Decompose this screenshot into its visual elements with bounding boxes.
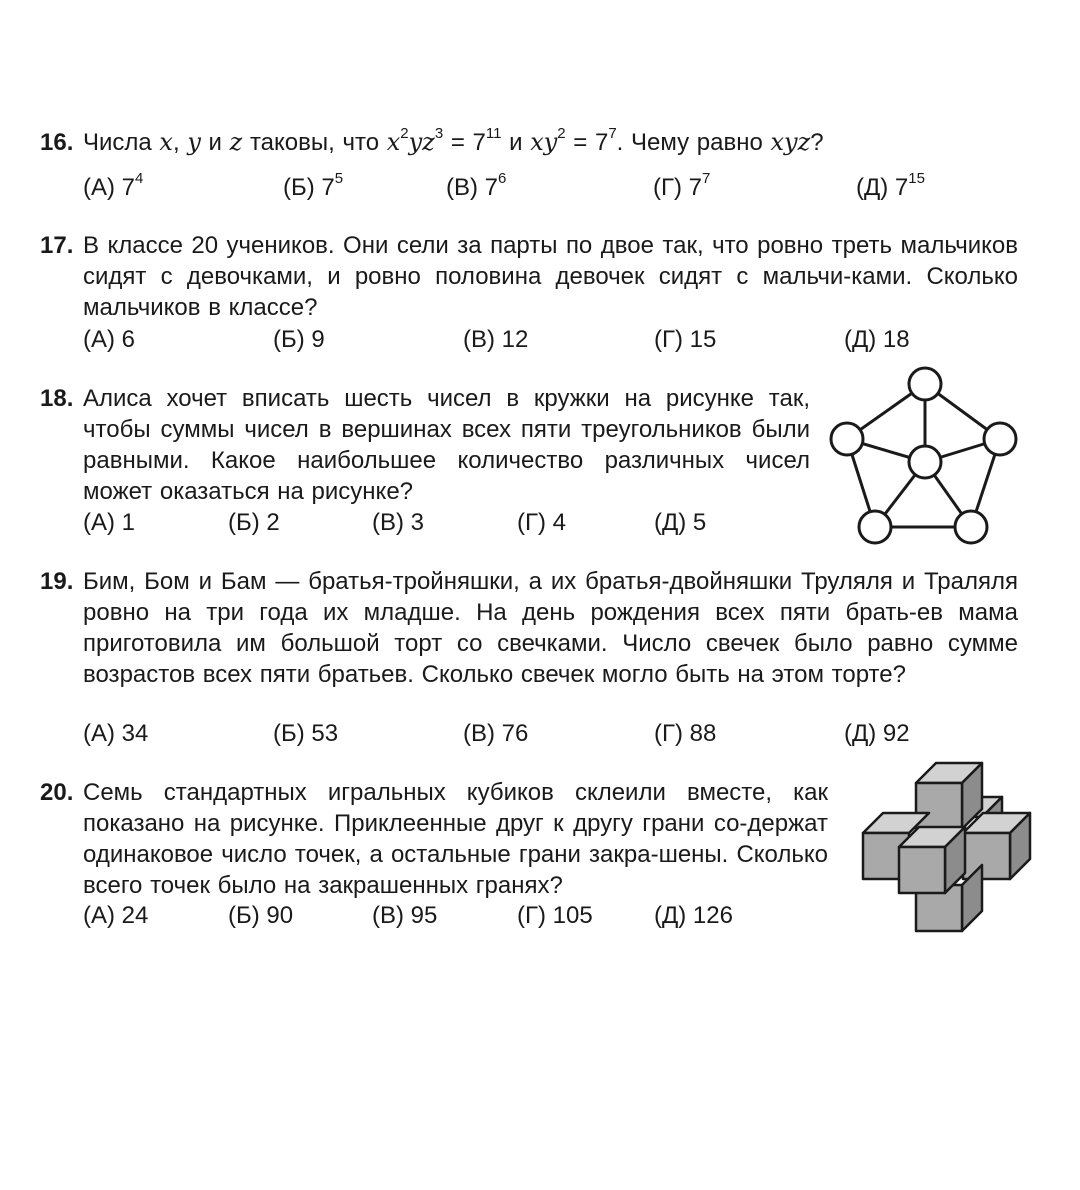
answer-option: (А) 24 [83, 902, 149, 929]
problem-number: 19. [40, 568, 74, 595]
cube-face [899, 847, 945, 893]
answer-option: (Д) $7^{15}$ [856, 170, 925, 201]
answer-option: (В) 76 [463, 720, 529, 747]
problem-number: 16. [40, 129, 74, 156]
answer-option: (Д) 126 [654, 902, 733, 929]
answer-option: (А) $7^4$ [83, 170, 144, 201]
answer-options [83, 507, 783, 538]
answer-option: (А) 6 [83, 326, 136, 353]
answer-options [83, 718, 983, 749]
figure-circle [831, 423, 863, 455]
answer-option: (Б) 2 [228, 509, 280, 536]
answer-option: (В) $7^6$ [446, 170, 507, 201]
answer-option: (А) 1 [83, 509, 136, 536]
answer-option: (Б) $7^5$ [283, 170, 344, 201]
problem-text: Семь стандартных игральных кубиков склеили вместе, как показано на рисунке. Приклеенные друг к другу грани со-держат одинаковое число точек, а остальные грани закра-шены. Сколько всего точек было на закрашенных гранях? [83, 779, 828, 899]
answer-options [83, 900, 803, 931]
problem-text: Бим, Бом и Бам — братья-тройняшки, а их братья-двойняшки Труляля и Траляля ровно на три года их младше. На день рождения всех пяти брать-ев мама приготовила им большой торт со свечками. Число свечек было равно сумме возрастов всех пяти братьев. Сколько свечек могло быть на этом торте? [83, 568, 1018, 688]
answer-option: (Б) 9 [273, 326, 325, 353]
answer-option: (Б) 53 [273, 720, 339, 747]
cube-face [916, 783, 962, 829]
answer-options [83, 324, 983, 355]
problem-text: В классе 20 учеников. Они сели за парты по двое так, что ровно треть мальчиков сидят с девочками, и ровно половина девочек сидят с мальчи-ками. Сколько мальчиков в классе? [83, 232, 1018, 321]
answer-option: (Д) 5 [654, 509, 707, 536]
answer-options [83, 172, 1033, 203]
answer-option: (Д) 18 [844, 326, 910, 353]
figure-circle [955, 511, 987, 543]
problem-number: 20. [40, 779, 74, 806]
seven-cubes-figure [855, 755, 1040, 940]
answer-option: (Г) $7^7$ [653, 170, 711, 201]
problem-number: 17. [40, 232, 74, 259]
answer-option: (В) 3 [372, 509, 425, 536]
problem-text: Алиса хочет вписать шесть чисел в кружки на рисунке так, чтобы суммы чисел в вершинах всех пяти треугольников были равными. Какое наибольшее количество различных чисел может оказаться на рисунке? [83, 385, 810, 505]
answer-option: (В) 95 [372, 902, 438, 929]
answer-option: (Г) 15 [654, 326, 717, 353]
answer-option: (Г) 4 [517, 509, 566, 536]
answer-option: (Б) 90 [228, 902, 294, 929]
answer-option: (Г) 88 [654, 720, 717, 747]
pentagon-figure [825, 360, 1025, 550]
answer-option: (Г) 105 [517, 902, 593, 929]
problem-text: Числа x, y и z таковы, что $x^2yz^3 = 7^{11}$ и $xy^2 = 7^7$. Чему равно xyz? [83, 125, 824, 156]
problem-number: 18. [40, 385, 74, 412]
figure-circle [859, 511, 891, 543]
figure-circle [984, 423, 1016, 455]
answer-option: (А) 34 [83, 720, 149, 747]
answer-option: (В) 12 [463, 326, 529, 353]
figure-circle [909, 368, 941, 400]
cube-face [963, 833, 1010, 879]
figure-circle [909, 446, 941, 478]
answer-option: (Д) 92 [844, 720, 910, 747]
